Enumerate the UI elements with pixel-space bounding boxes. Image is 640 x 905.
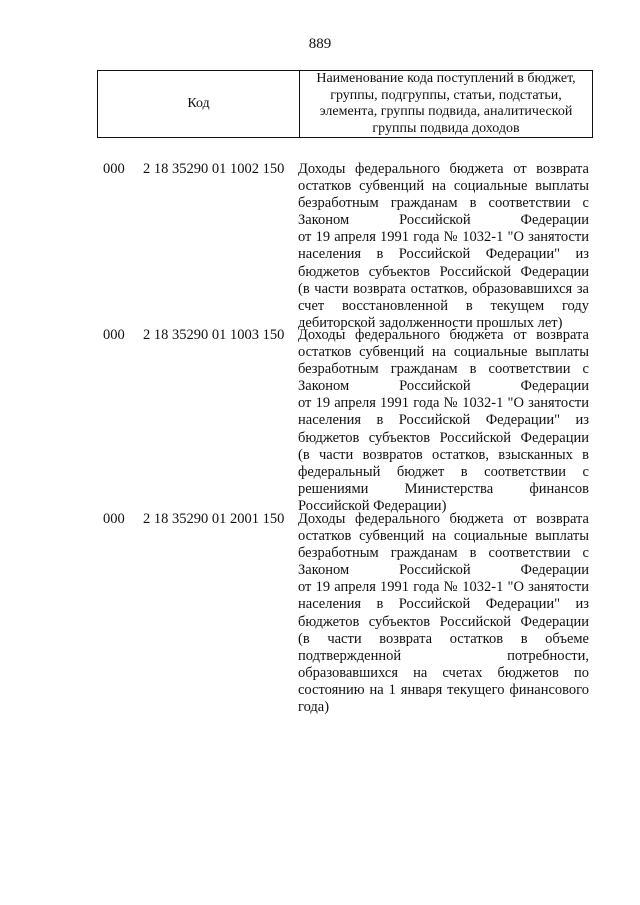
description-line: остатков субвенций на социальные выплаты	[298, 178, 589, 195]
description-line: безработным гражданам в соответствии с	[298, 195, 589, 212]
description-line: состоянию на 1 января текущего финансового	[298, 681, 589, 698]
description-line: от 19 апреля 1991 года № 1032-1 "О занятости	[298, 395, 589, 412]
revenue-code: 2 18 35290 01 2001 150	[143, 511, 285, 527]
description-line: дебиторской задолженности прошлых лет)	[298, 314, 563, 331]
admin-code: 000	[103, 511, 125, 527]
name-column-header: Наименование кода поступлений в бюджет, группы, подгруппы, статьи, подстатьи, элемента, группы подвида, аналитической группы подвида доходов	[300, 71, 593, 138]
header-table	[97, 70, 593, 138]
page-number: 889	[308, 36, 332, 52]
code-column-header: Код	[98, 71, 300, 138]
admin-code: 000	[103, 327, 125, 343]
description-line: Доходы федерального бюджета от возврата	[298, 161, 589, 177]
description-line: безработным гражданам в соответствии с	[298, 361, 589, 378]
description-line: (в части возврата остатков, образовавшихся за	[298, 280, 589, 297]
revenue-code: 2 18 35290 01 1003 150	[143, 327, 285, 343]
description-line: (в части возврата остатков в объеме	[298, 630, 589, 647]
description-line: населения в Российской Федерации" из	[298, 596, 589, 613]
description-line: (в части возвратов остатков, взысканных в	[298, 446, 589, 463]
description-line: решениями Министерства финансов	[298, 480, 589, 497]
description-line: бюджетов субъектов Российской Федерации	[298, 429, 589, 446]
description-line: от 19 апреля 1991 года № 1032-1 "О занятости	[298, 579, 589, 596]
description-line: образовавшихся на счетах бюджетов по	[298, 664, 589, 681]
description-line: бюджетов субъектов Российской Федерации	[298, 263, 589, 280]
description-line: бюджетов субъектов Российской Федерации	[298, 613, 589, 630]
description-line: от 19 апреля 1991 года № 1032-1 "О занятости	[298, 229, 589, 246]
admin-code: 000	[103, 161, 125, 177]
description-line: безработным гражданам в соответствии с	[298, 545, 589, 562]
description-line: года)	[298, 699, 330, 716]
description-line: Законом Российской Федерации	[298, 212, 589, 229]
revenue-code: 2 18 35290 01 1002 150	[143, 161, 285, 177]
description-line: Законом Российской Федерации	[298, 378, 589, 395]
description-line: Законом Российской Федерации	[298, 562, 589, 579]
description-line: остатков субвенций на социальные выплаты	[298, 344, 589, 361]
description-line: подтвержденной потребности,	[298, 647, 589, 664]
revenue-description	[298, 511, 589, 716]
description-line: счет восстановленной в текущем году	[298, 297, 589, 314]
description-line: Российской Федерации)	[298, 497, 447, 514]
revenue-description	[298, 327, 589, 515]
description-line: населения в Российской Федерации" из	[298, 412, 589, 429]
revenue-description	[298, 161, 589, 332]
description-line: федеральный бюджет в соответствии с	[298, 463, 589, 480]
description-line: населения в Российской Федерации" из	[298, 246, 589, 263]
description-line: Доходы федерального бюджета от возврата	[298, 327, 589, 343]
description-line: Доходы федерального бюджета от возврата	[298, 511, 589, 527]
description-line: остатков субвенций на социальные выплаты	[298, 528, 589, 545]
